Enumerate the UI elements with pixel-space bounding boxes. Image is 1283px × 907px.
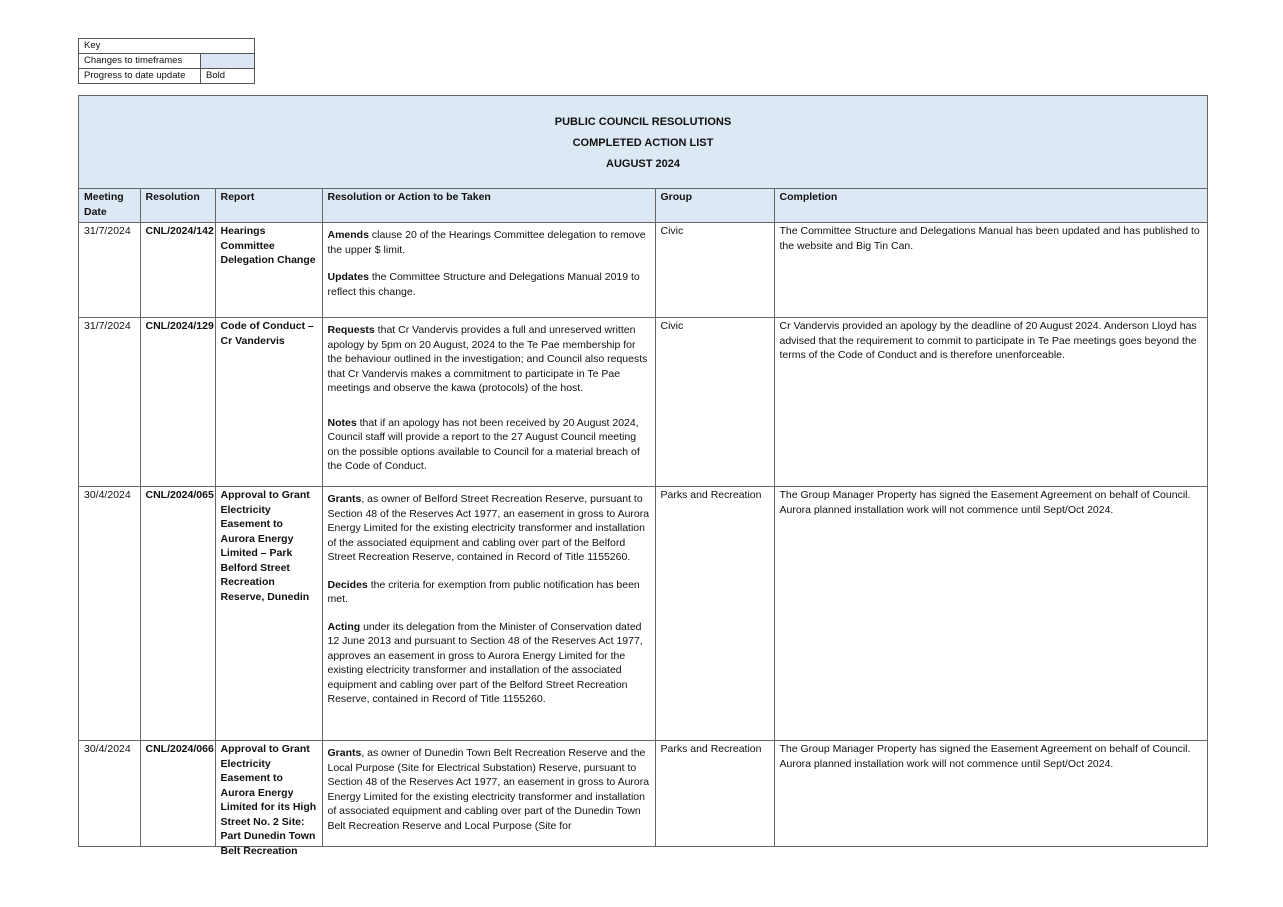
resolutions-table-container xyxy=(78,95,1208,857)
action-lead: Updates xyxy=(327,271,369,283)
key-swatch-timeframes xyxy=(201,54,255,69)
action-cell xyxy=(322,223,655,318)
resolution-cell: CNL/2024/129 xyxy=(140,318,215,487)
group-cell: Civic xyxy=(655,318,774,487)
report-cell: Code of Conduct – Cr Vandervis xyxy=(215,318,322,487)
table-row xyxy=(79,741,1207,847)
table-row xyxy=(79,487,1207,741)
action-cell xyxy=(322,741,655,847)
action-lead: Decides xyxy=(327,578,368,591)
col-header-resolution: Resolution xyxy=(140,189,215,223)
resolutions-table xyxy=(79,189,1207,857)
action-clip xyxy=(328,746,650,833)
action-paragraph xyxy=(328,228,650,257)
col-header-report: Report xyxy=(215,189,322,223)
report-cell xyxy=(215,741,322,857)
header-subtitle: COMPLETED ACTION LIST xyxy=(572,137,714,149)
col-header-group: Group xyxy=(655,189,774,223)
action-lead: Grants xyxy=(327,747,362,759)
group-cell: Parks and Recreation xyxy=(655,487,774,741)
table-row xyxy=(79,223,1207,318)
action-text: that Cr Vandervis provides a full and unreserved written apology by 5pm on 20 August, 2024 to the Te Pae membership for the behaviour outlined in the investigation; and Council also requests that Cr Vandervis makes a commitment to participate in Te Pae meetings and observe the kawa (protocols) of the host. xyxy=(327,324,648,394)
completion-cell: Cr Vandervis provided an apology by the deadline of 20 August 2024. Anderson Lloyd has advised that the requirement to commit to participate in Te Pae meetings goes beyond the terms of the Code of Conduct and is therefore unenforceable. xyxy=(774,318,1207,487)
action-text: clause 20 of the Hearings Committee delegation to remove the upper $ limit. xyxy=(327,229,646,256)
document-header xyxy=(79,96,1207,189)
key-value-progress: Bold xyxy=(201,69,255,84)
report-cell: Approval to Grant Electricity Easement to Aurora Energy Limited – Park Belford Street Recreation Reserve, Dunedin xyxy=(215,487,322,741)
group-cell: Civic xyxy=(655,223,774,318)
action-lead: Notes xyxy=(327,416,357,429)
action-cell xyxy=(322,487,655,741)
action-text: that if an apology has not been received by 20 August 2024, Council staff will provide a report to the 27 August Council meeting on the possible options available to Council for a material breach of the Code of Conduct. xyxy=(327,416,640,472)
action-lead: Amends xyxy=(327,229,369,241)
report-text: Approval to Grant Electricity Easement to Aurora Energy Limited for its High Street No. 2 Site: Part Dunedin Town Belt Recreation xyxy=(220,743,317,857)
key-label-timeframes: Changes to timeframes xyxy=(79,54,201,69)
col-header-meeting-date: Meeting Date xyxy=(79,189,140,223)
action-text: , as owner of Belford Street Recreation Reserve, pursuant to Section 48 of the Reserves Act 1977, an easement in gross to Aurora Energy Limited for the existing electricity transformer and installation of the associated equipment and cabling over part of the Belford Street Recreation Reserve, contained in Record of Title 1155260. xyxy=(327,493,650,563)
action-cell xyxy=(322,318,655,487)
key-table xyxy=(78,38,255,84)
group-cell: Parks and Recreation xyxy=(655,741,774,847)
action-paragraph xyxy=(328,746,650,833)
table-header-row xyxy=(79,189,1207,223)
resolution-cell: CNL/2024/066 xyxy=(140,741,215,847)
action-lead: Acting xyxy=(327,620,361,633)
header-period: AUGUST 2024 xyxy=(606,158,680,170)
meeting-date-cell: 31/7/2024 xyxy=(79,223,140,318)
report-cell: Hearings Committee Delegation Change xyxy=(215,223,322,318)
action-text: the Committee Structure and Delegations Manual 2019 to reflect this change. xyxy=(327,271,640,298)
key-title: Key xyxy=(79,39,255,54)
action-text: under its delegation from the Minister of Conservation dated 12 June 2013 and pursuant to Section 48 of the Reserves Act 1977, approves an easement in gross to Aurora Energy Limited for the existing electricity transformer and installation of the associated equipment and cabling over part of the Belford Street Recreation Reserve, contained in Record of Title 1155260. xyxy=(327,620,643,705)
resolution-cell: CNL/2024/142 xyxy=(140,223,215,318)
action-lead: Grants xyxy=(327,493,362,505)
key-label-progress: Progress to date update xyxy=(79,69,201,84)
action-paragraph xyxy=(328,323,650,396)
meeting-date-cell: 30/4/2024 xyxy=(79,741,140,847)
meeting-date-cell: 30/4/2024 xyxy=(79,487,140,741)
action-paragraph xyxy=(328,578,650,607)
completion-cell: The Group Manager Property has signed the Easement Agreement on behalf of Council. Aurora planned installation work will not commence until Sept/Oct 2024. xyxy=(779,743,1191,770)
meeting-date-cell: 31/7/2024 xyxy=(79,318,140,487)
table-row xyxy=(79,318,1207,487)
col-header-action: Resolution or Action to be Taken xyxy=(322,189,655,223)
resolution-cell: CNL/2024/065 xyxy=(140,487,215,741)
action-text: , as owner of Dunedin Town Belt Recreation Reserve and the Local Purpose (Site for Electrical Substation) Reserve, pursuant to Section 48 of the Reserves Act 1977, an easement in gross to Aurora Energy Limited for the existing electricity transformer and installation of associated equipment and cabling over part of the Dunedin Town Belt Recreation Reserve and Local Purpose (Site for xyxy=(327,747,650,832)
action-paragraph xyxy=(328,492,650,565)
action-text: the criteria for exemption from public notification has been met. xyxy=(327,578,640,605)
action-paragraph xyxy=(328,416,650,474)
completion-cell: The Committee Structure and Delegations Manual has been updated and has published to the website and Big Tin Can. xyxy=(774,223,1207,318)
col-header-completion: Completion xyxy=(774,189,1207,223)
action-lead: Requests xyxy=(327,324,375,336)
completion-cell: The Group Manager Property has signed the Easement Agreement on behalf of Council. Aurora planned installation work will not commence until Sept/Oct 2024. xyxy=(774,487,1207,741)
action-paragraph xyxy=(328,620,650,707)
action-paragraph xyxy=(328,270,650,299)
header-title: PUBLIC COUNCIL RESOLUTIONS xyxy=(554,116,732,128)
